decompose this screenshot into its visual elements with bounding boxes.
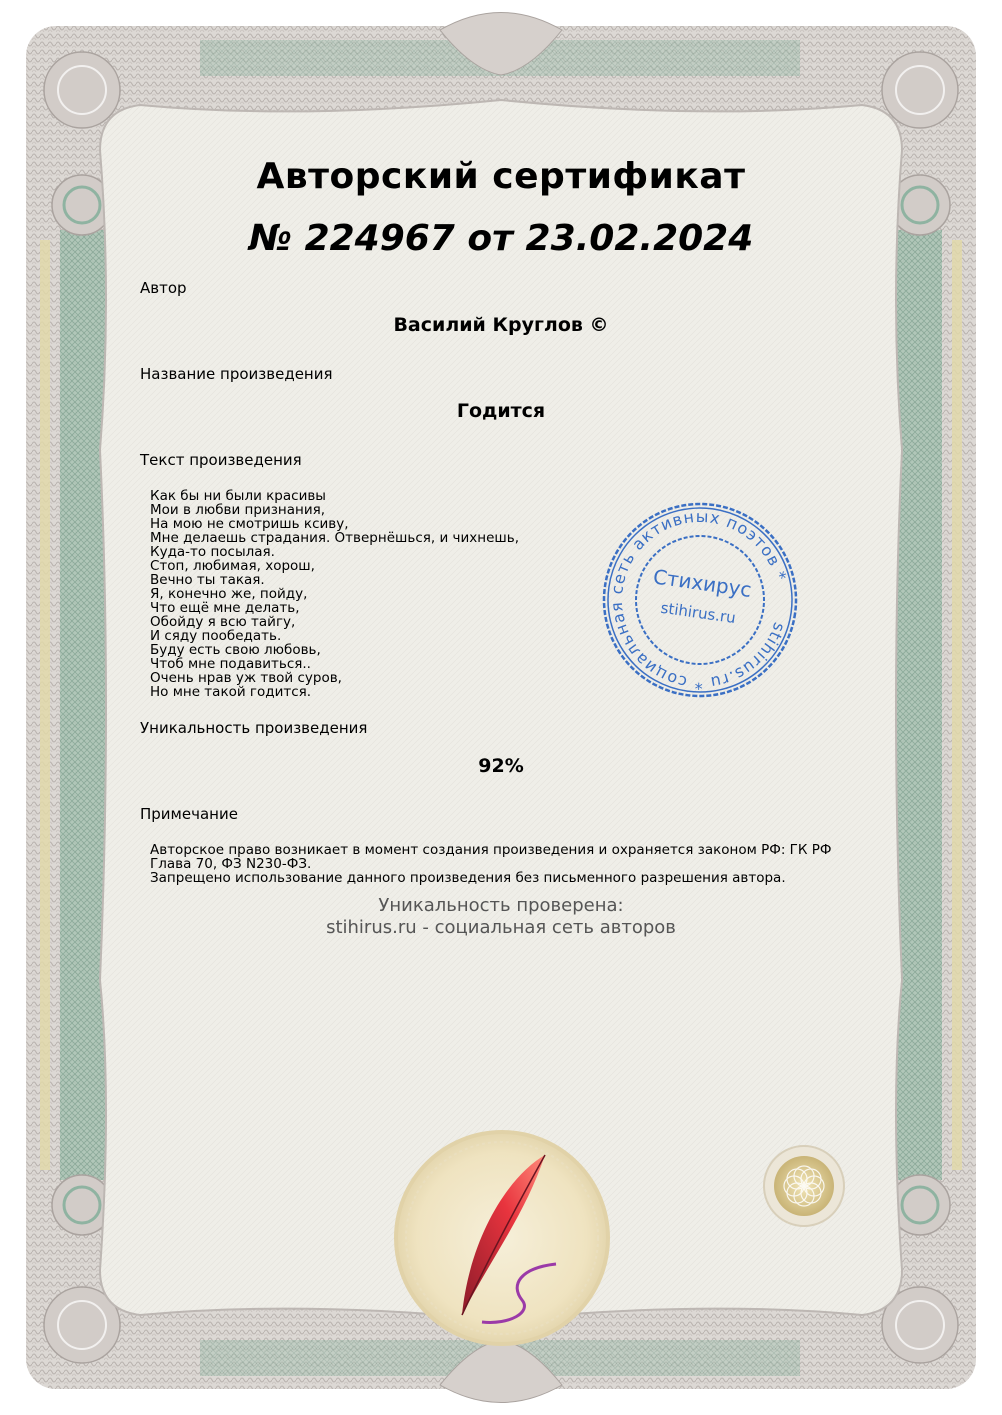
poem-line: Но мне такой годится.: [150, 684, 312, 700]
certificate-number: № 224967 от 23.02.2024: [248, 218, 754, 259]
uniqueness-label: Уникальность произведения: [140, 719, 368, 737]
poem-line: Как бы ни были красивы: [150, 488, 326, 504]
uniqueness-value: 92%: [478, 755, 524, 777]
poem-text: [150, 489, 519, 699]
poem-line: Очень нрав уж твой суров,: [150, 670, 342, 686]
poem-line: На мою не смотришь ксиву,: [150, 516, 349, 532]
poem-line: Мне делаешь страдания. Отвернёшься, и чихнешь,: [150, 530, 519, 546]
work-text-label: Текст произведения: [140, 451, 302, 469]
poem-line: Мои в любви признания,: [150, 502, 326, 518]
author-name: Василий Круглов ©: [393, 314, 609, 336]
stamp-ring-text: stihirus.ru * социальная сеть активных поэтов *: [606, 506, 791, 694]
certificate-title: Авторский сертификат: [256, 156, 746, 197]
poem-line: Я, конечно же, пойду,: [150, 586, 308, 602]
poem-line: Вечно ты такая.: [150, 572, 265, 588]
poem-line: Что ещё мне делать,: [150, 600, 300, 616]
note-copyright: Авторское право возникает в момент создания произведения и охраняется законом РФ: ГК РФ Глава 70, ФЗ N230-ФЗ.: [150, 842, 832, 872]
poem-line: Обойду я всю тайгу,: [150, 614, 296, 630]
stamp-site: stihirus.ru: [659, 598, 737, 628]
work-title: Годится: [456, 400, 546, 422]
author-label: Автор: [140, 279, 187, 297]
poem-line: Буду есть свою любовь,: [150, 642, 321, 658]
work-title-label: Название произведения: [140, 365, 333, 383]
gold-rosette-icon: [764, 1146, 844, 1226]
svg-text:stihirus.ru * социальная сеть: [598, 498, 802, 702]
quill-seal-icon: [396, 1132, 608, 1344]
poem-line: Куда-то посылая.: [150, 544, 275, 560]
poem-line: Стоп, любимая, хорош,: [150, 558, 315, 574]
verification-site: stihirus.ru - социальная сеть авторов: [326, 917, 676, 938]
stamp-icon: [598, 498, 802, 702]
poem-line: Чтоб мне подавиться..: [150, 656, 311, 672]
note-text: [150, 843, 850, 885]
note-restriction: Запрещено использование данного произведения без письменного разрешения автора.: [150, 870, 786, 886]
stamp-title: Стихирус: [651, 564, 754, 602]
poem-line: И сяду пообедать.: [150, 628, 282, 644]
note-label: Примечание: [140, 805, 238, 823]
verification-line: Уникальность проверена:: [378, 895, 624, 916]
